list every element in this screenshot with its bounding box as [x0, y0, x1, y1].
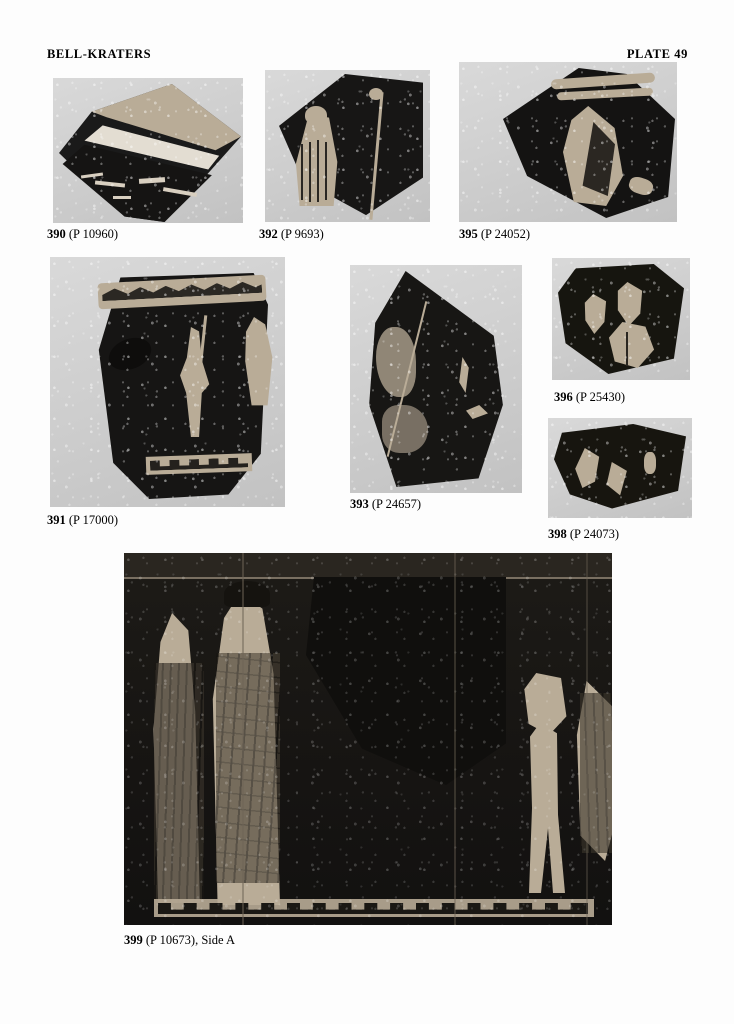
figure-caption-391	[47, 513, 118, 528]
crack-line-399-c	[586, 553, 588, 925]
figure-image-398	[548, 418, 692, 518]
drapery-hanging-folds-399	[580, 693, 612, 853]
meander-pattern-399	[158, 903, 588, 914]
figure-image-392	[265, 70, 430, 222]
crack-line-399-b	[454, 553, 456, 925]
drapery-folds-woman-left-399	[154, 663, 204, 903]
figure-caption-399	[124, 933, 235, 948]
running-head-right: PLATE 49	[626, 47, 688, 61]
rim-band-399	[124, 553, 612, 579]
figure-detail-398-c	[644, 452, 656, 474]
figure-head-392	[305, 106, 327, 124]
staff-tip-392	[369, 88, 383, 100]
running-head-left: BELL-KRATERS	[47, 47, 152, 61]
figure-caption-text-393: 393 (P 24657)	[350, 497, 422, 511]
drapery-fold-396	[626, 332, 628, 366]
drapery-fold-392-d	[325, 142, 327, 200]
figure-caption-390	[47, 227, 118, 242]
figure-image-393	[350, 265, 522, 493]
figure-caption-text-398: 398 (P 24073)	[548, 527, 620, 541]
figure-caption-396	[554, 390, 625, 405]
helmet-crest-399	[224, 581, 270, 607]
drapery-fold-392-b	[309, 142, 311, 202]
drapery-fold-392-c	[317, 140, 319, 202]
figure-caption-392	[259, 227, 324, 242]
figure-caption-393	[350, 497, 421, 512]
figure-caption-text-392: 392 (P 9693)	[259, 227, 324, 241]
figure-caption-text-391: 391 (P 17000)	[47, 513, 119, 527]
figure-caption-398	[548, 527, 619, 542]
figure-image-399	[124, 553, 612, 925]
figure-caption-text-390: 390 (P 10960)	[47, 227, 119, 241]
figure-detail-390-e	[113, 196, 131, 199]
figure-caption-395	[459, 227, 530, 242]
figure-image-396	[552, 258, 690, 380]
figure-caption-text-399: 399 (P 10673), Side A	[124, 933, 235, 947]
crack-line-399-a	[242, 553, 244, 925]
aegis-pattern-399	[216, 653, 280, 883]
figure-caption-text-396: 396 (P 25430)	[554, 390, 626, 404]
figure-image-390	[53, 78, 243, 223]
figure-caption-text-395: 395 (P 24052)	[459, 227, 531, 241]
figure-image-395	[459, 62, 677, 222]
drapery-fold-392-a	[301, 144, 303, 200]
figure-image-391	[50, 257, 285, 507]
